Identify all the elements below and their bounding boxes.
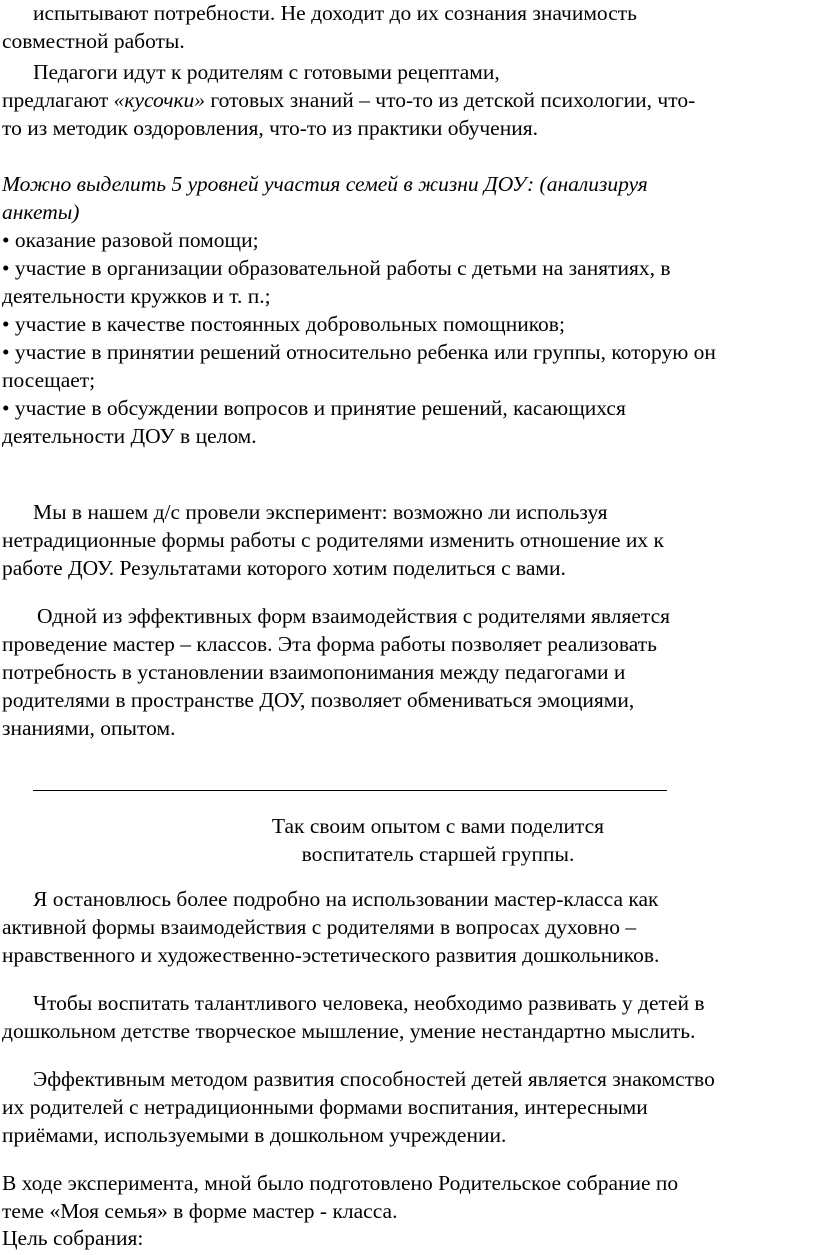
- list-item-5-line-1: • участие в обсуждении вопросов и принятие решений, касающихся: [2, 396, 626, 420]
- paragraph-2-line-1: Педагоги идут к родителям с готовыми рецептами,: [33, 60, 500, 84]
- paragraph-1-line-1: испытывают потребности. Не доходит до их сознания значимость: [33, 1, 637, 25]
- experiment-line-3: работе ДОУ. Результатами которого хотим поделиться с вами.: [2, 556, 566, 580]
- paragraph-1-line-2: совместной работы.: [2, 29, 185, 53]
- talent-line-1: Чтобы воспитать талантливого человека, необходимо развивать у детей в: [33, 991, 705, 1015]
- paragraph-2-text-after: готовых знаний – что-то из детской психологии, что-: [205, 88, 696, 112]
- method-line-2: их родителей с нетрадиционными формами воспитания, интересными: [2, 1095, 648, 1119]
- experiment-line-2: нетрадиционные формы работы с родителями изменить отношение их к: [2, 528, 664, 552]
- handover-line-2: воспитатель старшей группы.: [301, 842, 575, 866]
- masterclass-line-3: потребность в установлении взаимопонимания между педагогами и: [2, 660, 626, 684]
- list-item-1: • оказание разовой помощи;: [2, 228, 259, 252]
- levels-intro-line-2: анкеты): [2, 200, 80, 224]
- list-item-2-line-1: • участие в организации образовательной работы с детьми на занятиях, в: [2, 256, 671, 280]
- paragraph-2-text-before: предлагают: [2, 88, 114, 112]
- focus-line-2: активной формы взаимодействия с родителями в вопросах духовно –: [2, 915, 637, 939]
- meeting-line-2: теме «Моя семья» в форме мастер - класса.: [2, 1199, 398, 1223]
- method-line-3: приёмами, используемыми в дошкольном учреждении.: [2, 1123, 507, 1147]
- list-item-3: • участие в качестве постоянных добровольных помощников;: [2, 312, 565, 336]
- levels-intro-line-1: Можно выделить 5 уровней участия семей в жизни ДОУ: (анализируя: [2, 172, 648, 196]
- masterclass-line-1: Одной из эффективных форм взаимодействия с родителями является: [37, 604, 671, 628]
- focus-line-1: Я остановлюсь более подробно на использовании мастер-класса как: [33, 887, 659, 911]
- paragraph-2-line-3: то из методик оздоровления, что-то из практики обучения.: [2, 116, 538, 140]
- method-line-1: Эффективным методом развития способностей детей является знакомство: [33, 1067, 715, 1091]
- masterclass-line-5: знаниями, опытом.: [2, 716, 176, 740]
- list-item-2-line-2: деятельности кружков и т. п.;: [2, 284, 271, 308]
- meeting-line-3: Цель собрания:: [2, 1226, 144, 1250]
- paragraph-2-italic-term: «кусочки»: [113, 88, 206, 112]
- handover-line-1: Так своим опытом с вами поделится: [271, 814, 605, 838]
- masterclass-line-4: родителями в пространстве ДОУ, позволяет обмениваться эмоциями,: [2, 688, 635, 712]
- paragraph-2-line-2: [2, 87, 695, 114]
- horizontal-divider: [33, 790, 667, 791]
- masterclass-line-2: проведение мастер – классов. Эта форма работы позволяет реализовать: [2, 632, 657, 656]
- focus-line-3: нравственного и художественно-эстетического развития дошкольников.: [2, 943, 660, 967]
- list-item-4-line-2: посещает;: [2, 368, 96, 392]
- experiment-line-1: Мы в нашем д/с провели эксперимент: возможно ли используя: [33, 500, 608, 524]
- talent-line-2: дошкольном детстве творческое мышление, умение нестандартно мыслить.: [2, 1019, 696, 1043]
- list-item-5-line-2: деятельности ДОУ в целом.: [2, 424, 257, 448]
- list-item-4-line-1: • участие в принятии решений относительно ребенка или группы, которую он: [2, 340, 716, 364]
- meeting-line-1: В ходе эксперимента, мной было подготовлено Родительское собрание по: [2, 1171, 679, 1195]
